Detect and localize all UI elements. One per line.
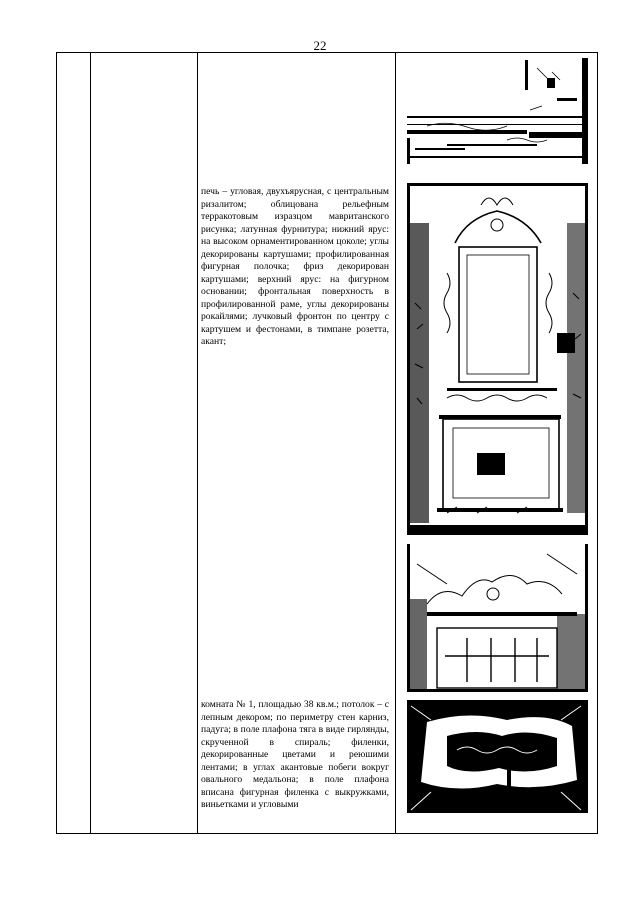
table-top-border — [56, 52, 598, 53]
column-divider-1 — [90, 52, 91, 834]
table-bottom-border — [56, 833, 598, 834]
ceiling-plafond-photo — [407, 700, 588, 813]
column-divider-3 — [395, 52, 396, 834]
column-divider-2 — [197, 52, 198, 834]
room-description: комната № 1, площадью 38 кв.м.; потолок – с лепным декором; по периметру стен карниз, падуга; в поле плафона тяга в виде гирлянды, скрученной в спираль; филенки, декорированные цветами и реюшими лентами; в углах акантовые побеги вокруг овального медальона; в поле плафона вписана фигурная филенка с выкружками, виньетками и угловыми — [201, 699, 389, 810]
stove-description: печь – угловая, двухъярусная, с центральным ризалитом; облицована рельефным терракотовым изразцом мавританского рисунка; латунная фурнитура; нижний ярус: на высоком орнаментированном цоколе; углы декорированы картушами; профилированная фигурная полочка; фриз декорирован картушами; верхний ярус: на фигурном основании; фронтальная поверхность в профилированной раме, углы декорированы рокайлями; лучковый фронтон по центру с картушем и фестонами, в тимпане розетта, акант; — [201, 186, 389, 347]
tiled-stove-photo — [407, 183, 588, 535]
table-left-border — [56, 52, 57, 834]
stove-detail-photo — [407, 544, 588, 692]
page-number: 22 — [313, 38, 327, 53]
table-right-border — [597, 52, 598, 834]
interior-photo-top — [407, 58, 588, 164]
